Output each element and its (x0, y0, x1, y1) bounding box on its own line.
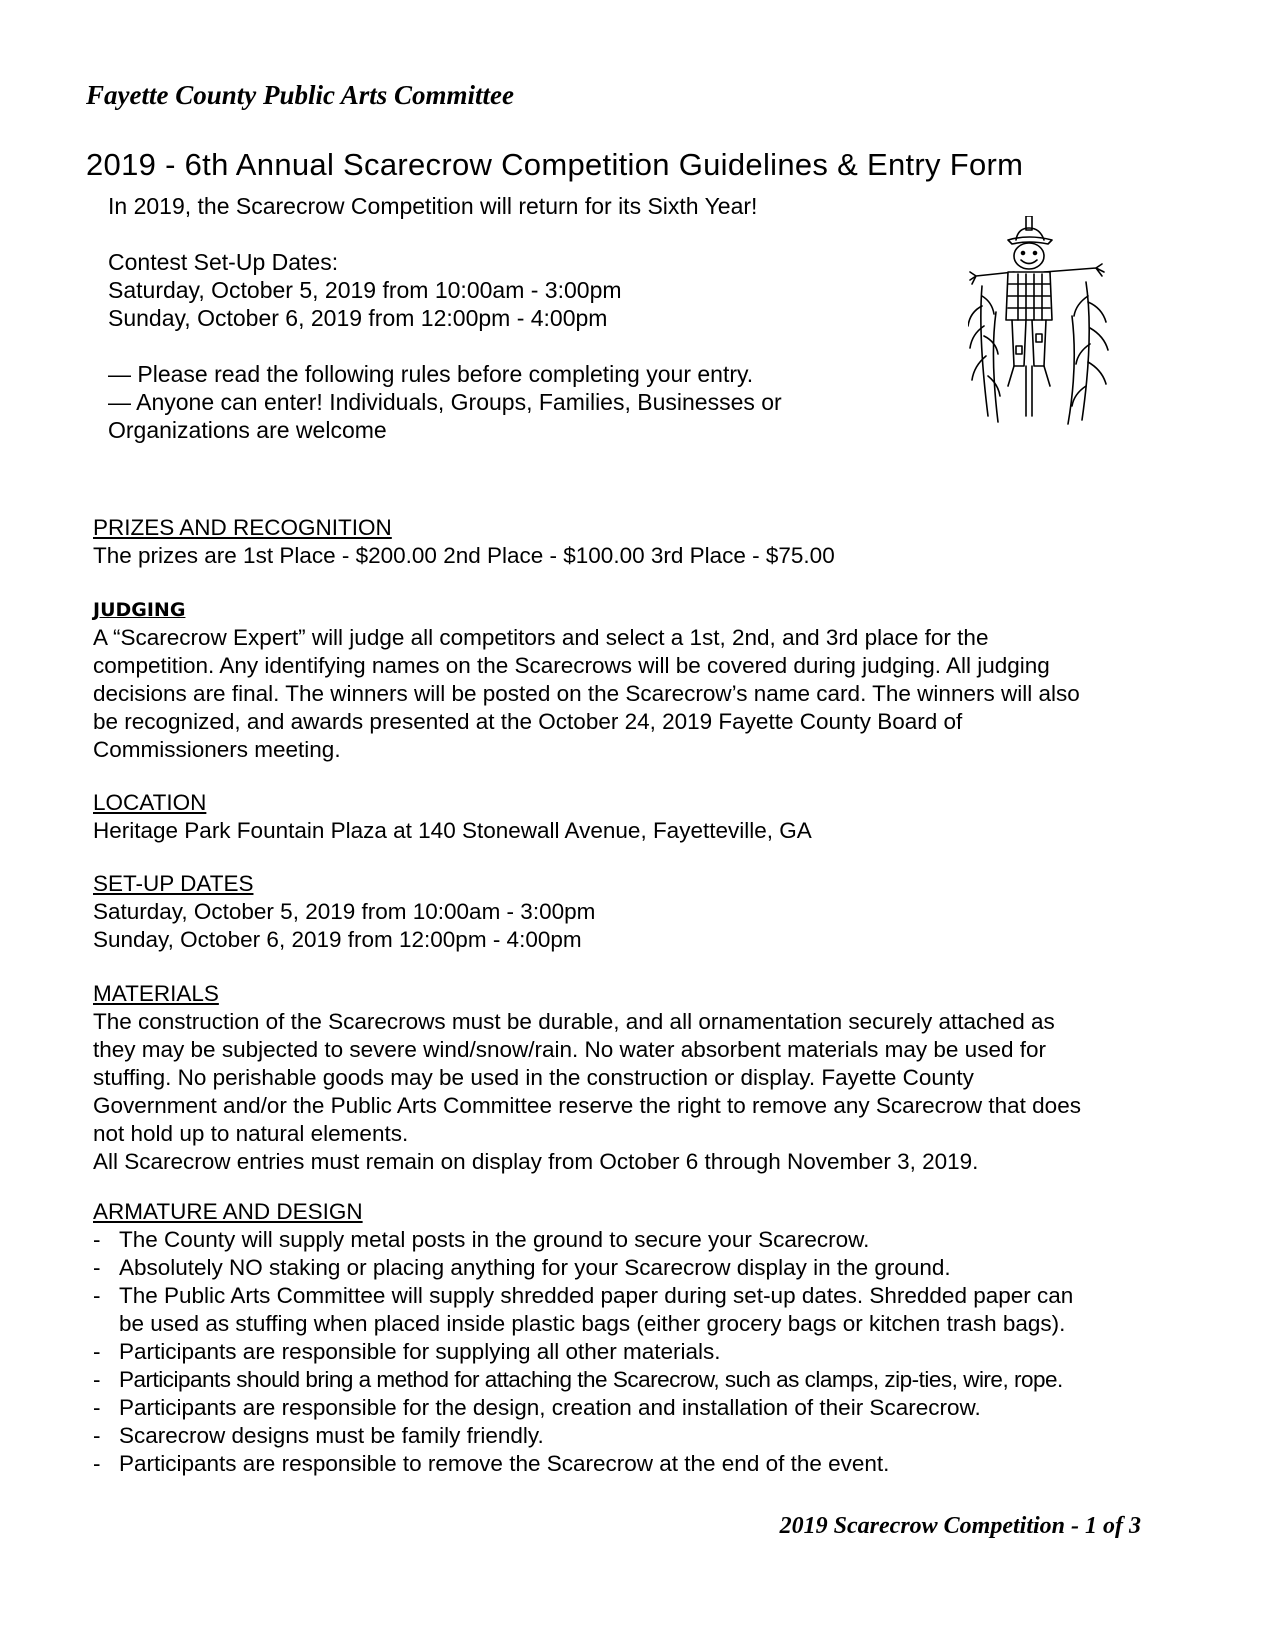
document-title: 2019 - 6th Annual Scarecrow Competition Guidelines & Entry Form (86, 147, 1024, 182)
setup-date-sat: Saturday, October 5, 2019 from 10:00am - 3:00pm (108, 277, 622, 303)
setup-date-sun: Sunday, October 6, 2019 from 12:00pm - 4:00pm (108, 305, 608, 331)
materials-heading: MATERIALS (93, 981, 219, 1006)
location-text: Heritage Park Fountain Plaza at 140 Stonewall Avenue, Fayetteville, GA (93, 818, 812, 843)
judging-line-1: A “Scarecrow Expert” will judge all competitors and select a 1st, 2nd, and 3rd place for the (93, 625, 989, 650)
setup-line-sat: Saturday, October 5, 2019 from 10:00am - 3:00pm (93, 899, 596, 924)
intro-lead: In 2019, the Scarecrow Competition will return for its Sixth Year! (108, 193, 758, 219)
materials-line-1: The construction of the Scarecrows must be durable, and all ornamentation securely attached as (93, 1009, 1055, 1034)
materials-line-2: they may be subjected to severe wind/snow/rain. No water absorbent materials may be used for (93, 1037, 1046, 1062)
judging-line-2: competition. Any identifying names on the Scarecrows will be covered during judging. All judging (93, 653, 1050, 678)
page-footer: 2019 Scarecrow Competition - 1 of 3 (779, 1513, 1141, 1539)
setup-section (93, 870, 595, 954)
list-item: - Absolutely NO staking or placing anything for your Scarecrow display in the ground. (93, 1254, 1073, 1282)
setup-line-sun: Sunday, October 6, 2019 from 12:00pm - 4:00pm (93, 927, 582, 952)
scarecrow-illustration (968, 216, 1120, 434)
intro-note-anyone: — Anyone can enter! Individuals, Groups, Families, Businesses or (108, 389, 782, 415)
materials-line-5: not hold up to natural elements. (93, 1121, 409, 1146)
setup-heading: SET-UP DATES (93, 871, 254, 896)
judging-heading: JUDGING (93, 599, 186, 621)
list-item: - The County will supply metal posts in the ground to secure your Scarecrow. (93, 1226, 1073, 1254)
location-heading: LOCATION (93, 790, 207, 815)
intro-note-welcome: Organizations are welcome (108, 417, 387, 443)
list-item-continuation: be used as stuffing when placed inside plastic bags (either grocery bags or kitchen trash bags). (119, 1311, 1066, 1336)
list-item: - Participants are responsible to remove the Scarecrow at the end of the event. (93, 1450, 1073, 1478)
prizes-text: The prizes are 1st Place - $200.00 2nd Place - $100.00 3rd Place - $75.00 (93, 543, 835, 568)
location-section (93, 789, 812, 845)
list-item: - Participants are responsible for the design, creation and installation of their Scarecrow. (93, 1394, 1073, 1422)
materials-line-4: Government and/or the Public Arts Committee reserve the right to remove any Scarecrow that does (93, 1093, 1081, 1118)
materials-line-6: All Scarecrow entries must remain on display from October 6 through November 3, 2019. (93, 1149, 979, 1174)
prizes-heading: PRIZES AND RECOGNITION (93, 515, 392, 540)
materials-section (93, 980, 1081, 1176)
materials-line-3: stuffing. No perishable goods may be used in the construction or display. Fayette County (93, 1065, 974, 1090)
organization-name: Fayette County Public Arts Committee (86, 80, 514, 110)
judging-line-4: be recognized, and awards presented at the October 24, 2019 Fayette County Board of (93, 709, 963, 734)
armature-section (93, 1198, 1073, 1478)
judging-section (93, 596, 1080, 764)
armature-list (93, 1226, 1073, 1478)
list-item: - The Public Arts Committee will supply shredded paper during set-up dates. Shredded paper can be used as stuffing when placed inside plastic bags (either grocery bags or kitchen trash bags). (93, 1282, 1073, 1338)
setup-label: Contest Set-Up Dates: (108, 249, 339, 275)
list-item: - Participants should bring a method for attaching the Scarecrow, such as clamps, zip-ties, wire, rope. (93, 1366, 1073, 1394)
judging-line-3: decisions are final. The winners will be posted on the Scarecrow’s name card. The winners will also (93, 681, 1080, 706)
prizes-section (93, 514, 835, 570)
list-item: - Participants are responsible for supplying all other materials. (93, 1338, 1073, 1366)
list-item: - Scarecrow designs must be family friendly. (93, 1422, 1073, 1450)
intro-note-read: — Please read the following rules before completing your entry. (108, 361, 754, 387)
armature-heading: ARMATURE AND DESIGN (93, 1199, 363, 1224)
intro-block (108, 192, 782, 444)
judging-line-5: Commissioners meeting. (93, 737, 341, 762)
